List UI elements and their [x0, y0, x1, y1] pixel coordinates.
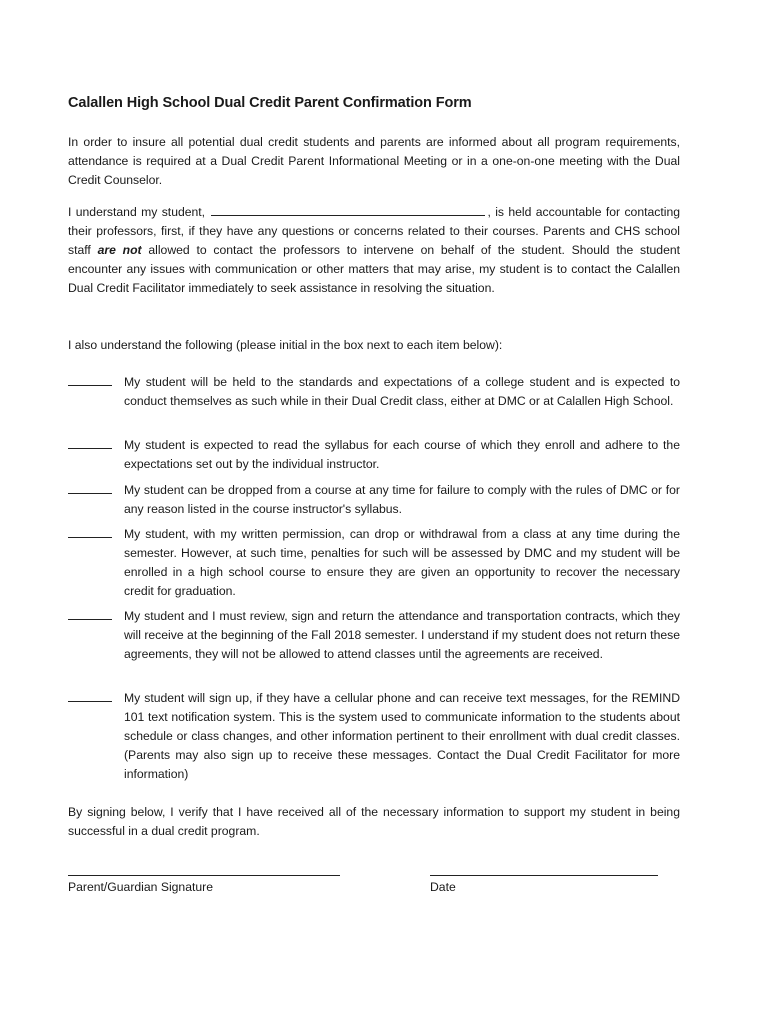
item-text: My student can be dropped from a course at any time for failure to comply with the rules of DMC or for any reason listed in the course instructor's syllabus. [124, 483, 680, 516]
understand-prefix: I understand my student, [68, 205, 206, 219]
initial-blank[interactable] [68, 385, 112, 386]
item-text: My student, with my written permission, can drop or withdrawal from a class at any time during the semester. However, at such time, penalties for such will be assessed by DMC and my student will be enrolled in a high school course to ensure they are given an opportunity to recover the necessary credit for graduation. [124, 527, 680, 598]
signature-label: Parent/Guardian Signature [68, 880, 213, 894]
initial-blank[interactable] [68, 619, 112, 620]
item-text: My student will sign up, if they have a cellular phone and can receive text messages, for the REMIND 101 text notification system. This is the system used to communicate information to the students about schedule or class changes, and other information pertinent to their enrollment with dual credit classes. (Parents may also sign up to receive these messages. Contact the Dual Credit Facilitator for more information) [124, 691, 680, 781]
page-title: Calallen High School Dual Credit Parent Confirmation Form [68, 95, 472, 111]
item-text: My student will be held to the standards and expectations of a college student and is expected to conduct themselves as such while in their Dual Credit class, either at DMC or at Calallen High School. [124, 375, 680, 408]
student-name-blank[interactable] [211, 204, 485, 216]
closing-paragraph: By signing below, I verify that I have received all of the necessary information to support my student in being successful in a dual credit program. [68, 805, 680, 838]
date-label: Date [430, 880, 456, 894]
item-text: My student is expected to read the syllabus for each course of which they enroll and adhere to the expectations set out by the individual instructor. [124, 438, 680, 471]
accountability-paragraph [68, 203, 680, 298]
item-text: My student and I must review, sign and return the attendance and transportation contracts, which they will receive at the beginning of the Fall 2018 semester. I understand if my student does not return these agreements, they will not be allowed to attend classes until the agreements are received. [124, 609, 680, 661]
intro-paragraph: In order to insure all potential dual credit students and parents are informed about all program requirements, attendance is required at a Dual Credit Parent Informational Meeting or in a one-on-one meeting with the Dual Credit Counselor. [68, 135, 680, 187]
are-not-emphasis: are not [97, 243, 142, 257]
initial-blank[interactable] [68, 701, 112, 702]
also-understand-text: I also understand the following (please initial in the box next to each item below): [68, 338, 503, 352]
understand-rest: allowed to contact the professors to intervene on behalf of the student. Should the student encounter any issues with communication or other matters that may arise, my student is to contact the Calallen Dual Credit Facilitator immediately to seek assistance in resolving the situation. [68, 243, 681, 295]
date-line[interactable] [430, 875, 658, 876]
initial-blank[interactable] [68, 537, 112, 538]
understand-suffix: , is held accountable for contacting their professors, first, if they have any questions or concerns related to their courses. Parents and CHS school staff [68, 205, 681, 257]
initial-blank[interactable] [68, 448, 112, 449]
signature-line[interactable] [68, 875, 340, 876]
initial-blank[interactable] [68, 493, 112, 494]
